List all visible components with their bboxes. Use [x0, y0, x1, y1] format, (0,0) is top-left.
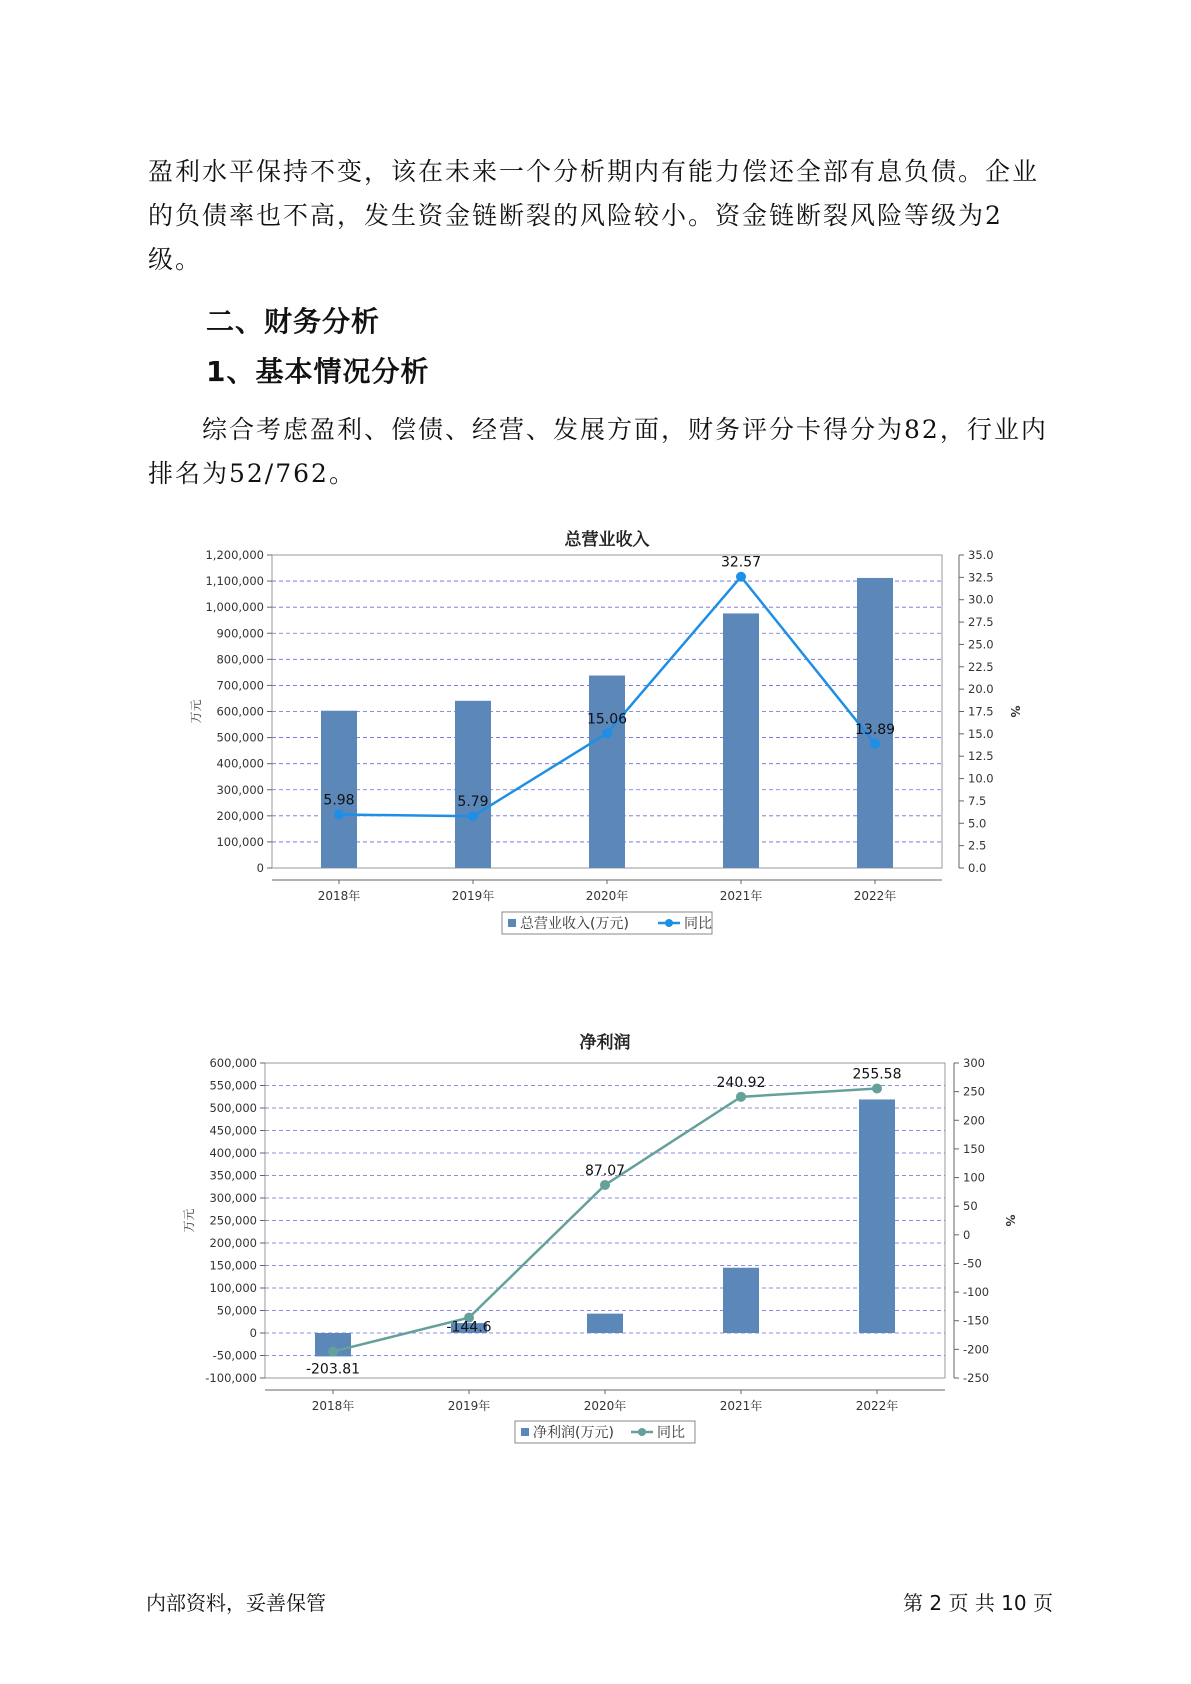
revenue-chart: [170, 525, 1050, 985]
chart-title: 净利润: [579, 1033, 631, 1053]
y-tick-label: 150,000: [209, 1258, 257, 1273]
y-tick-label: 500,000: [209, 1101, 257, 1115]
y-tick-label: 300,000: [216, 782, 264, 797]
x-tick-label: 2022年: [853, 889, 897, 903]
yoy-point: [736, 1092, 746, 1102]
y2-tick-label: 2.5: [968, 838, 987, 853]
y-tick-label: 50,000: [216, 1303, 257, 1318]
data-label: 240.92: [716, 1074, 766, 1091]
y-tick-label: 450,000: [209, 1123, 257, 1138]
y2-tick-label: 30.0: [968, 592, 994, 607]
y2-tick-label: -150: [963, 1313, 990, 1328]
chart-title: 总营业收入: [564, 530, 650, 550]
yoy-point: [468, 811, 478, 821]
data-label: 5.79: [457, 794, 489, 811]
y2-tick-label: 50: [963, 1199, 978, 1214]
y-tick-label: 400,000: [216, 756, 264, 771]
y-tick-label: 500,000: [216, 730, 264, 745]
x-tick-label: 2019年: [447, 1399, 491, 1413]
footer-page-number: 第 2 页 共 10 页: [903, 1591, 1053, 1615]
data-label: -144.6: [446, 1319, 492, 1336]
y-tick-label: 200,000: [216, 808, 264, 823]
y2-axis-label: %: [1003, 1214, 1017, 1227]
legend-line-label: 同比: [657, 1425, 685, 1441]
y-tick-label: 1,000,000: [205, 600, 264, 615]
y-tick-label: 350,000: [209, 1168, 257, 1183]
y2-tick-label: -100: [963, 1285, 990, 1300]
footer-confidential: 内部资料，妥善保管: [146, 1591, 326, 1615]
net-profit-chart: [170, 1028, 1050, 1488]
y2-tick-label: 200: [963, 1113, 985, 1128]
y2-tick-label: 32.5: [968, 570, 994, 585]
y-tick-label: -100,000: [205, 1371, 257, 1385]
legend-bar-label: 净利润(万元): [533, 1425, 614, 1441]
y2-tick-label: 150: [963, 1141, 985, 1156]
y-tick-label: 100,000: [216, 834, 264, 849]
net-profit-chart-svg: [170, 1028, 1050, 1488]
legend-bar-swatch: [521, 1428, 529, 1436]
yoy-point: [600, 1180, 610, 1190]
y2-tick-label: 100: [963, 1170, 985, 1185]
y-tick-label: 1,100,000: [205, 574, 264, 589]
yoy-point: [872, 1083, 882, 1093]
bar: [859, 1099, 895, 1333]
y2-tick-label: 300: [963, 1056, 985, 1070]
y-tick-label: 700,000: [216, 678, 264, 693]
legend-bar-swatch: [508, 919, 516, 927]
y2-tick-label: 12.5: [968, 749, 994, 764]
bar: [587, 1314, 623, 1333]
revenue-chart-svg: [170, 525, 1050, 985]
subsection-heading: 1、基本情况分析: [206, 355, 430, 388]
y-tick-label: 0: [249, 1326, 257, 1340]
y2-axis-label: %: [1008, 705, 1022, 718]
bar: [723, 613, 759, 868]
y2-tick-label: 5.0: [968, 816, 987, 831]
y-tick-label: 400,000: [209, 1146, 257, 1160]
y2-tick-label: 0: [963, 1227, 971, 1242]
y2-tick-label: 7.5: [968, 793, 987, 808]
y-tick-label: 600,000: [209, 1056, 257, 1070]
yoy-point: [328, 1347, 338, 1357]
x-tick-label: 2020年: [585, 889, 629, 903]
y2-tick-label: 15.0: [968, 726, 994, 741]
data-label: -203.81: [305, 1361, 361, 1378]
y2-tick-label: 0.0: [968, 861, 987, 875]
y-tick-label: 0: [256, 861, 264, 875]
y-tick-label: -50,000: [212, 1348, 257, 1363]
y2-tick-label: 10.0: [968, 771, 994, 786]
data-label: 13.89: [854, 721, 896, 738]
data-label: 32.57: [720, 554, 762, 571]
bar: [321, 711, 357, 868]
x-tick-label: 2018年: [317, 889, 361, 903]
yoy-point: [602, 728, 612, 738]
data-label: 15.06: [586, 711, 628, 728]
legend-line-marker: [665, 919, 673, 927]
bar: [586, 676, 628, 868]
y2-tick-label: 25.0: [968, 637, 994, 652]
y-tick-label: 100,000: [209, 1281, 257, 1295]
paragraph-1: 盈利水平保持不变，该在未来一个分析期内有能力偿还全部有息负债。企业的负债率也不高，发生资金链断裂的风险较小。资金链断裂风险等级为2级。: [148, 157, 1040, 274]
y2-tick-label: 27.5: [968, 615, 994, 630]
y-axis-label: 万元: [189, 699, 203, 724]
x-tick-label: 2022年: [855, 1399, 899, 1413]
x-tick-label: 2021年: [719, 1399, 763, 1413]
paragraph-2: 综合考虑盈利、偿债、经营、发展方面，财务评分卡得分为82，行业内排名为52/762。: [148, 415, 1048, 488]
y-axis-label: 万元: [182, 1208, 196, 1233]
y-tick-label: 900,000: [216, 626, 264, 641]
y2-tick-label: 22.5: [968, 659, 994, 674]
yoy-point: [736, 572, 746, 582]
y2-tick-label: 20.0: [968, 682, 994, 697]
y2-tick-label: 250: [963, 1084, 985, 1099]
legend-bar-label: 总营业收入(万元): [520, 916, 629, 932]
y2-tick-label: -250: [963, 1371, 990, 1385]
legend-line-marker: [638, 1428, 646, 1436]
y-tick-label: 250,000: [209, 1213, 257, 1228]
y-tick-label: 800,000: [216, 652, 264, 667]
y2-tick-label: 35.0: [968, 548, 994, 562]
yoy-point: [334, 810, 344, 820]
x-tick-label: 2019年: [451, 889, 495, 903]
y-tick-label: 300,000: [209, 1191, 257, 1205]
y2-tick-label: -50: [963, 1256, 982, 1271]
y-tick-label: 550,000: [209, 1078, 257, 1093]
y-tick-label: 1,200,000: [205, 548, 264, 562]
data-label: 255.58: [852, 1066, 902, 1083]
y2-tick-label: -200: [963, 1342, 990, 1357]
y-tick-label: 200,000: [209, 1236, 257, 1250]
y2-tick-label: 17.5: [968, 704, 994, 719]
legend-line-label: 同比: [684, 916, 712, 932]
yoy-point: [870, 739, 880, 749]
section-heading: 二、财务分析: [206, 305, 381, 338]
bar: [455, 701, 491, 868]
data-label: 87.07: [584, 1162, 626, 1179]
bar: [723, 1268, 759, 1333]
y-tick-label: 600,000: [216, 704, 264, 719]
x-tick-label: 2020年: [583, 1399, 627, 1413]
data-label: 5.98: [323, 792, 355, 809]
x-tick-label: 2018年: [311, 1399, 355, 1413]
x-tick-label: 2021年: [719, 889, 763, 903]
